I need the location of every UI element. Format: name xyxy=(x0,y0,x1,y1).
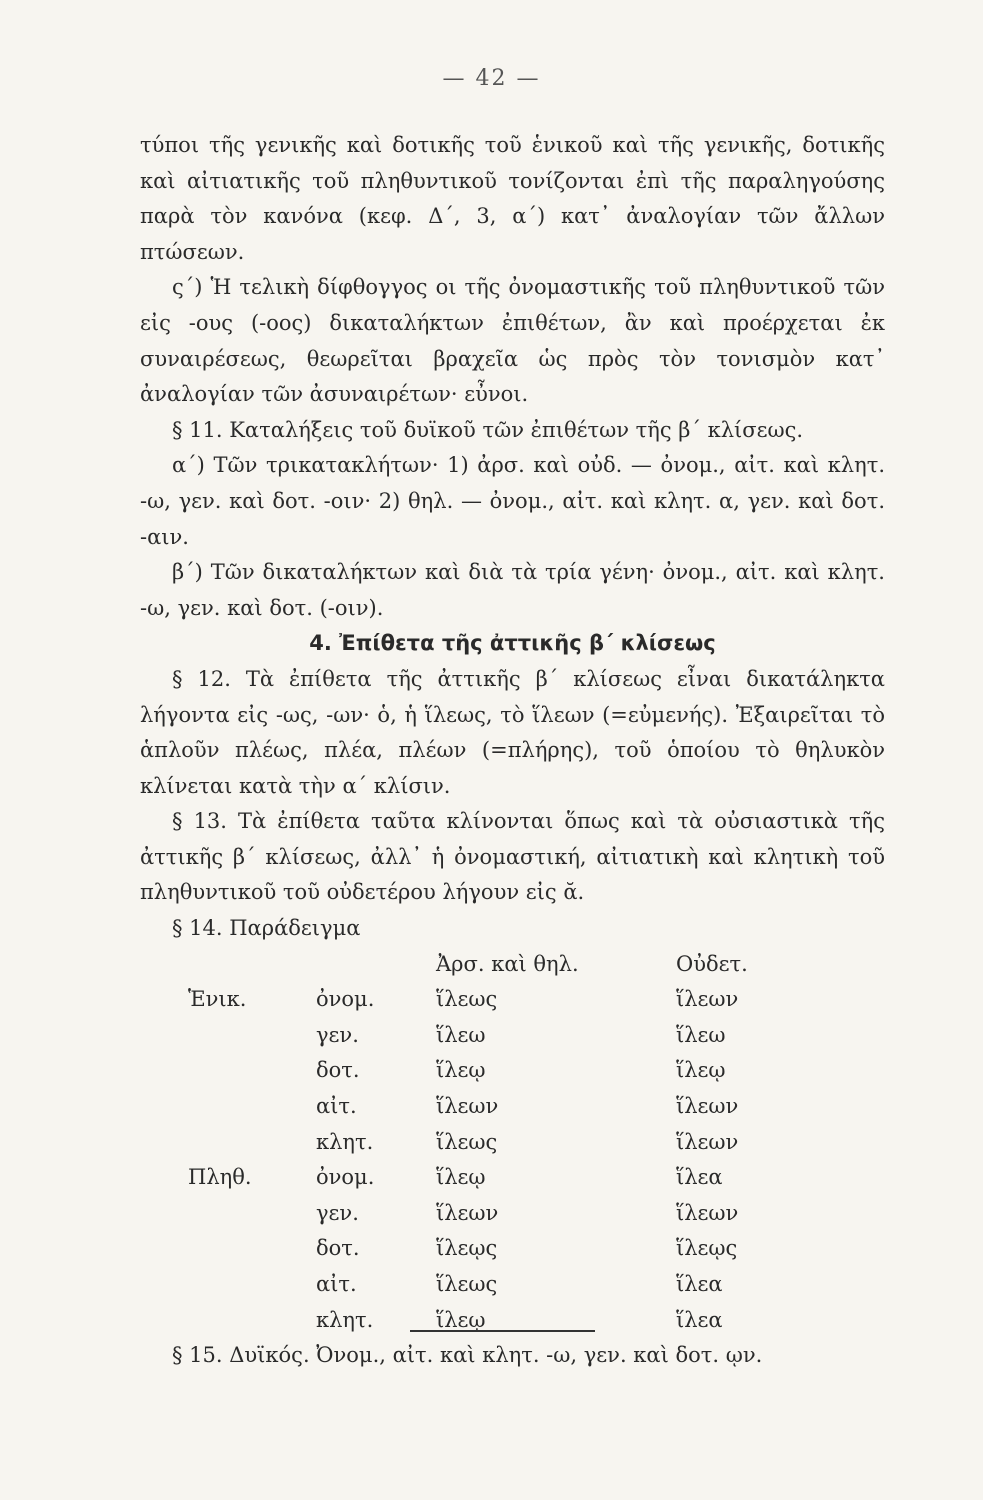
form-masc-fem: ἵλεως xyxy=(436,1129,498,1154)
form-neuter: ἵλεα xyxy=(676,1165,723,1190)
table-row xyxy=(188,1125,796,1161)
number-label xyxy=(188,1303,316,1339)
number-label xyxy=(188,1018,316,1054)
case-label: δοτ. xyxy=(316,1236,360,1261)
closing-rule xyxy=(410,1330,595,1332)
form-neuter: ἵλεων xyxy=(676,1094,739,1119)
header-cell-neuter: Οὐδετ. xyxy=(676,951,748,976)
form-neuter: ἵλεων xyxy=(676,1129,739,1154)
table-row xyxy=(188,1018,796,1054)
form-neuter: ἵλεω xyxy=(676,1022,726,1047)
form-masc-fem: ἵλεων xyxy=(436,1094,499,1119)
case-label: αἰτ. xyxy=(316,1094,357,1119)
case-label: δοτ. xyxy=(316,1058,360,1083)
number-label xyxy=(188,1053,316,1089)
number-label xyxy=(188,1196,316,1232)
table-row xyxy=(188,982,796,1018)
number-label xyxy=(188,1125,316,1161)
number-label xyxy=(188,1231,316,1267)
form-neuter: ἵλεων xyxy=(676,987,739,1012)
form-neuter: ἵλεων xyxy=(676,1200,739,1225)
case-label: κλητ. xyxy=(316,1307,374,1332)
header-cell xyxy=(188,947,316,983)
case-label: γεν. xyxy=(316,1022,359,1047)
section-11-title: § 11. Καταλήξεις τοῦ δυϊκοῦ τῶν ἐπιθέτων τῆς β΄ κλίσεως. xyxy=(172,417,804,442)
table-row xyxy=(188,1267,796,1303)
case-label: ὀνομ. xyxy=(316,987,375,1012)
table-row xyxy=(188,1196,796,1232)
header-cell xyxy=(316,947,436,983)
paragraph-12: § 12. Τὰ ἐπίθετα τῆς ἀττικῆς β΄ κλίσεως εἶναι δικατάληκτα λήγοντα εἰς -ως, -ων· ὁ, ἡ ἵλεως, τὸ ἵλεων (=εὐμενής). Ἐξαιρεῖται τὸ ἁπλοῦν πλέως, πλέα, πλέων (=πλήρης), τοῦ ὁποίου τὸ θηλυκὸν κλίνεται κατὰ τὴν α΄ κλίσιν. xyxy=(140,666,885,798)
form-masc-fem: ἵλεῳ xyxy=(436,1058,486,1083)
form-neuter: ἵλεῳ xyxy=(676,1058,726,1083)
paragraph-13: § 13. Τὰ ἐπίθετα ταῦτα κλίνονται ὅπως καὶ τὰ οὐσιαστικὰ τῆς ἀττικῆς β΄ κλίσεως, ἀλλ᾽ ἡ ὀνομαστική, αἰτιατικὴ καὶ κλητικὴ τοῦ πληθυντικοῦ τοῦ οὐδετέρου λήγουν εἰς ᾰ. xyxy=(140,809,885,905)
case-label: ὀνομ. xyxy=(316,1165,375,1190)
form-masc-fem: ἵλεῳ xyxy=(436,1307,486,1332)
paradigm-table xyxy=(188,947,796,1339)
paragraph-11b: β΄) Τῶν δικαταλήκτων καὶ διὰ τὰ τρία γένη· ὀνομ., αἰτ. καὶ κλητ. -ω, γεν. καὶ δοτ. (-οιν). xyxy=(140,560,885,620)
paragraph-2: ς΄) Ἡ τελικὴ δίφθογγος οι τῆς ὀνομαστικῆς τοῦ πληθυντικοῦ τῶν εἰς -ους (-οος) δικαταλήκτων ἐπιθέτων, ἂν καὶ προέρχεται ἐκ συναιρέσεως, θεωρεῖται βραχεῖα ὡς πρὸς τὸν τονισμὸν κατ᾽ ἀναλογίαν τῶν ἀσυναιρέτων· εὖνοι. xyxy=(140,275,885,407)
body-text xyxy=(140,128,885,1374)
table-row xyxy=(188,1303,796,1339)
form-masc-fem: ἵλεῳ xyxy=(436,1165,486,1190)
case-label: γεν. xyxy=(316,1200,359,1225)
number-label: Ἑνικ. xyxy=(188,987,247,1012)
page-number: — 42 — xyxy=(442,66,541,91)
section-heading: 4. Ἐπίθετα τῆς ἀττικῆς β΄ κλίσεως xyxy=(309,631,716,656)
form-masc-fem: ἵλεων xyxy=(436,1200,499,1225)
table-row xyxy=(188,1160,796,1196)
form-masc-fem: ἵλεως xyxy=(436,987,498,1012)
form-neuter: ἵλεα xyxy=(676,1272,723,1296)
form-masc-fem: ἵλεῳς xyxy=(436,1236,498,1261)
table-row xyxy=(188,1089,796,1125)
number-label: Πληθ. xyxy=(188,1165,252,1190)
form-neuter: ἵλεα xyxy=(676,1307,723,1332)
form-neuter: ἵλεῳς xyxy=(676,1236,738,1261)
number-label xyxy=(188,1267,316,1303)
paragraph-11a: α΄) Τῶν τρικατακλήτων· 1) ἀρσ. καὶ οὐδ. — ὀνομ., αἰτ. καὶ κλητ. -ω, γεν. καὶ δοτ. -οιν· 2) θηλ. — ὀνομ., αἰτ. καὶ κλητ. α, γεν. καὶ δοτ. -αιν. xyxy=(140,453,885,549)
table-row xyxy=(188,1053,796,1089)
paradigm-header-row xyxy=(188,947,796,983)
form-masc-fem: ἵλεως xyxy=(436,1272,498,1296)
header-cell-masc-fem: Ἀρσ. καὶ θηλ. xyxy=(436,951,579,976)
case-label: κλητ. xyxy=(316,1129,374,1154)
case-label: αἰτ. xyxy=(316,1272,357,1296)
paragraph-14: § 14. Παράδειγμα xyxy=(172,916,361,941)
table-row xyxy=(188,1231,796,1267)
paragraph-15: § 15. Δυϊκός. Ὀνομ., αἰτ. καὶ κλητ. -ω, γεν. καὶ δοτ. ῳν. xyxy=(172,1343,763,1368)
paragraph-1: τύποι τῆς γενικῆς καὶ δοτικῆς τοῦ ἑνικοῦ καὶ τῆς γενικῆς, δοτικῆς καὶ αἰτιατικῆς τοῦ πληθυντικοῦ τονίζονται ἐπὶ τῆς παραληγούσης παρὰ τὸν κανόνα (κεφ. Δ΄, 3, α΄) κατ᾽ ἀναλογίαν τῶν ἄλλων πτώσεων. xyxy=(140,133,885,264)
number-label xyxy=(188,1089,316,1125)
form-masc-fem: ἵλεω xyxy=(436,1022,486,1047)
